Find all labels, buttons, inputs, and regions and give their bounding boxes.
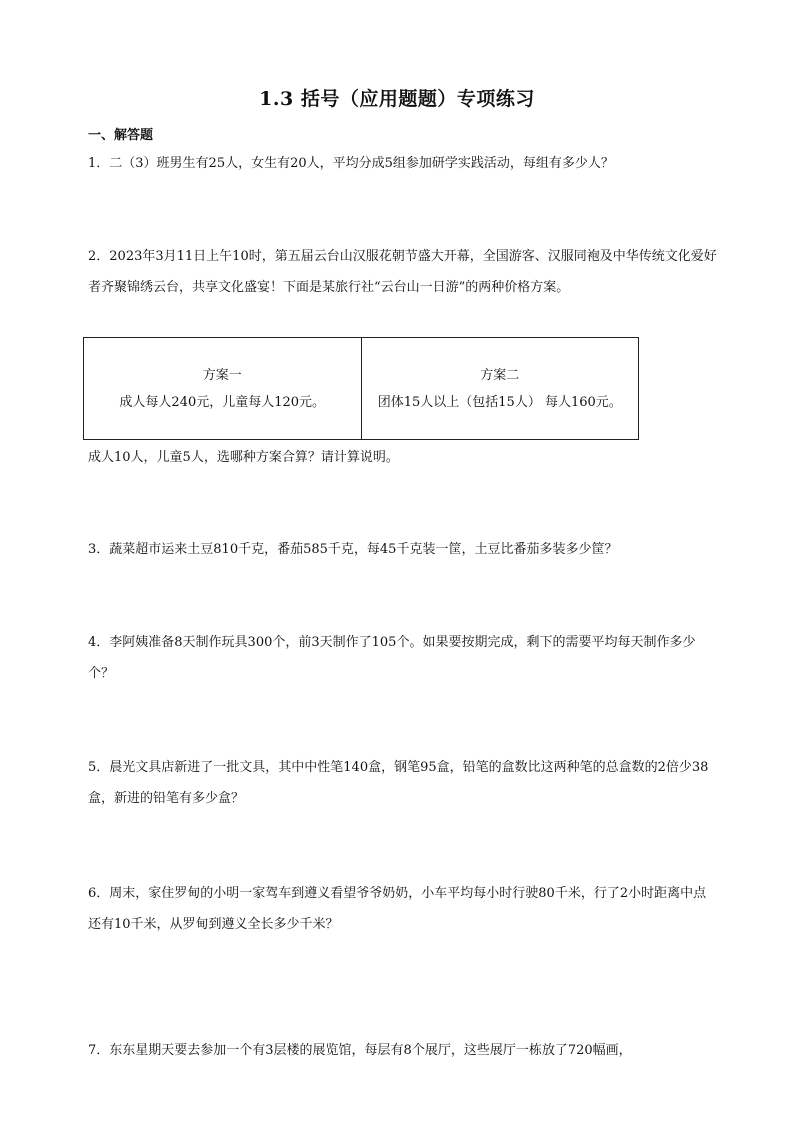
question-7: 7．东东星期天要去参加一个有3层楼的展览馆，每层有8个展厅，这些展厅一栋放了720幅画， xyxy=(88,1043,632,1058)
plan-2-title: 方案二 xyxy=(480,367,520,383)
question-6: 6．周末，家住罗甸的小明一家驾车到遵义看望爷爷奶奶，小车平均每小时行驶80千米，行了2小时距离中点还有10千米，从罗甸到遵义全长多少千米？ xyxy=(88,886,707,932)
question-2: 2．2023年3月11日上午10时，第五届云台山汉服花朝节盛大开幕，全国游客、汉服同袍及中华传统文化爱好者齐聚锦绣云台，共享文化盛宴！下面是某旅行社“云台山一日游”的两种价格方案。 xyxy=(88,249,717,295)
question-5: 5．晨光文具店新进了一批文具，其中中性笔140盒，钢笔95盒，铅笔的盒数比这两种笔的总盒数的2倍少38盒，新进的铅笔有多少盒？ xyxy=(88,760,709,806)
plan-1-title: 方案一 xyxy=(202,367,242,383)
question-1: 1．二（3）班男生有25人，女生有20人，平均分成5组参加研学实践活动，每组有多少人？ xyxy=(88,156,614,171)
question-2-followup: 成人10人，儿童5人，选哪种方案合算？请计算说明。 xyxy=(88,450,399,465)
plan-1-text: 成人每人240元，儿童每人120元。 xyxy=(119,394,326,410)
plan-2-text: 团体15人以上（包括15人） 每人160元。 xyxy=(377,394,622,410)
plan-2-cell xyxy=(361,338,639,440)
price-plan-table xyxy=(83,337,639,440)
page-title: 1.3 括号（应用题题）专项练习 xyxy=(259,88,535,110)
question-3: 3．蔬菜超市运来土豆810千克，番茄585千克，每45千克装一筐，土豆比番茄多装多少筐？ xyxy=(88,542,618,557)
plan-1-cell xyxy=(84,338,362,440)
section-heading: 一、解答题 xyxy=(88,128,154,143)
question-4: 4．李阿姨准备8天制作玩具300个，前3天制作了105个。如果要按期完成，剩下的需要平均每天制作多少个？ xyxy=(88,635,696,681)
